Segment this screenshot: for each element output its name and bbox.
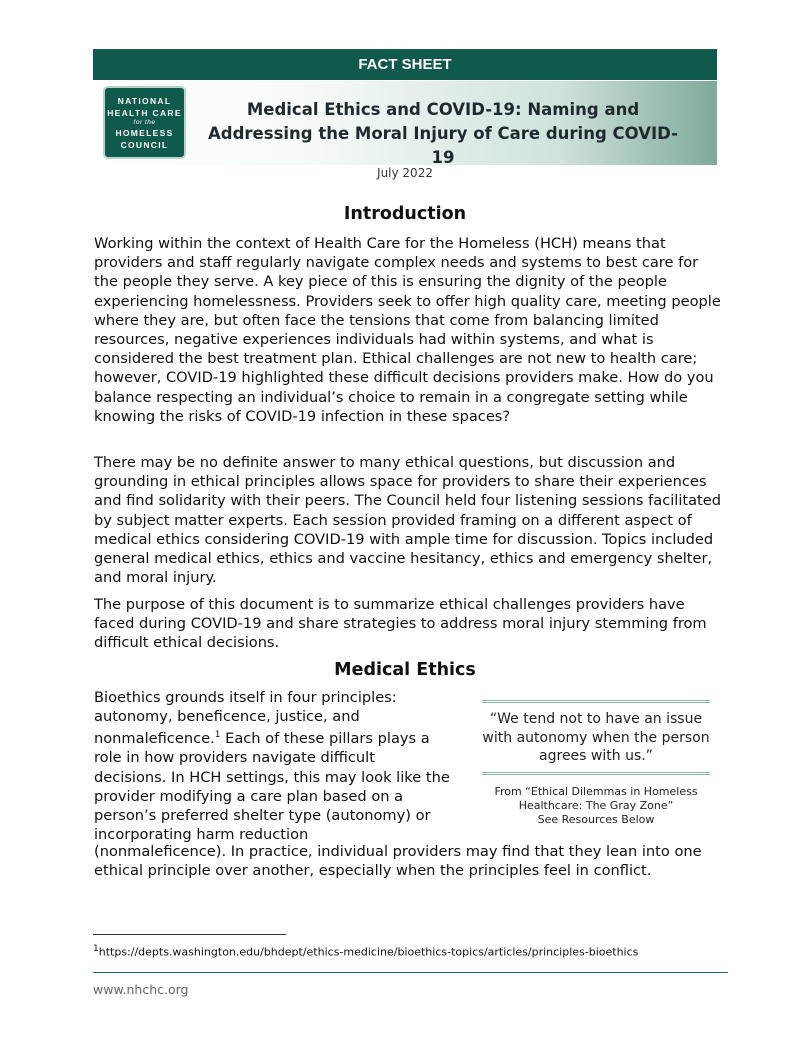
title-line: Medical Ethics and COVID-19: Naming and bbox=[246, 100, 640, 119]
document-title bbox=[198, 98, 688, 170]
paragraph-line: autonomy, beneficence, justice, and bbox=[94, 708, 360, 726]
paragraph-line: provider modifying a care plan based on a bbox=[94, 787, 404, 805]
pull-quote bbox=[482, 700, 710, 827]
paragraph-line: incorporating harm reduction bbox=[94, 826, 309, 844]
logo-text: HEALTH CARE bbox=[107, 108, 182, 118]
footnote-link[interactable]: https://depts.washington.edu/bhdept/ethics-medicine/bioethics-topics/articles/principles-bioethics bbox=[98, 945, 639, 959]
document-header bbox=[93, 81, 717, 165]
quote-source-line: Healthcare: The Gray Zone” bbox=[518, 798, 674, 812]
logo-text: HOMELESS bbox=[115, 128, 174, 138]
paragraph-text: Each of these pillars plays a bbox=[225, 730, 430, 748]
paragraph-line: Bioethics grounds itself in four principles: bbox=[94, 689, 397, 706]
footer-website[interactable]: www.nhchc.org bbox=[93, 982, 189, 997]
paragraph-text: nonmaleficence. bbox=[94, 730, 215, 748]
footnote-divider bbox=[93, 934, 286, 935]
footer-divider bbox=[93, 972, 728, 973]
footnote-reference[interactable]: 1 bbox=[214, 730, 221, 741]
logo-text: NATIONAL bbox=[117, 96, 172, 106]
title-line: Addressing the Moral Injury of Care during COVID-19 bbox=[208, 124, 678, 167]
footnote bbox=[93, 944, 638, 959]
quote-rule bbox=[482, 772, 710, 777]
medical-ethics-heading: Medical Ethics bbox=[334, 660, 476, 680]
introduction-paragraph-1: Working within the context of Health Care for the Homeless (HCH) means that providers and staff regularly navigate complex needs and systems to best care for the people they serve. A key piece of this is ensuring the dignity of the people experiencing homelessness. Providers seek to offer high quality care, meeting people where they are, but often face the tensions that come from balancing limited resources, negative experiences individuals had within systems, and what is considered the best treatment plan. Ethical challenges are not new to health care; however, COVID-19 highlighted these difficult decisions providers make. How do you balance respecting an individual’s choice to remain in a congregate setting while knowing the risks of COVID-19 infection in these spaces? bbox=[94, 235, 721, 425]
footnote-mark: 1 bbox=[93, 944, 99, 954]
logo-text: for the bbox=[133, 119, 156, 126]
paragraph-line: person’s preferred shelter type (autonomy) or bbox=[94, 807, 431, 825]
quote-source bbox=[482, 785, 710, 827]
medical-ethics-paragraph-tail: (nonmaleficence). In practice, individual providers may find that they lean into one ethical principle over another, especially when the principles feel in conflict. bbox=[94, 843, 702, 880]
quote-source-line: See Resources Below bbox=[537, 812, 655, 826]
logo-text: COUNCIL bbox=[120, 140, 169, 150]
introduction-heading: Introduction bbox=[343, 204, 467, 224]
introduction-paragraph-2: There may be no definite answer to many ethical questions, but discussion and grounding in ethical principles allows space for providers to share their experiences and find solidarity with their peers. The Council held four listening sessions facilitated by subject matter experts. Each session provided framing on a different aspect of medical ethics considering COVID-19 with ample time for discussion. Topics included general medical ethics, ethics and vaccine hesitancy, ethics and emergency shelter, and moral injury. bbox=[94, 454, 722, 587]
introduction-paragraph-3: The purpose of this document is to summarize ethical challenges providers have faced during COVID-19 and share strategies to address moral injury stemming from difficult ethical decisions. bbox=[94, 596, 707, 652]
paragraph-line: decisions. In HCH settings, this may look like the bbox=[94, 768, 450, 786]
quote-source-line: From “Ethical Dilemmas in Homeless bbox=[494, 784, 698, 798]
nhchc-logo bbox=[103, 86, 186, 159]
paragraph-line: role in how providers navigate difficult bbox=[94, 749, 375, 767]
fact-sheet-banner: FACT SHEET bbox=[93, 49, 717, 80]
paragraph-line bbox=[94, 726, 474, 748]
publication-date: July 2022 bbox=[377, 166, 433, 180]
medical-ethics-paragraph bbox=[94, 688, 474, 844]
quote-text: “We tend not to have an issue with autonomy when the person agrees with us.” bbox=[482, 711, 710, 764]
